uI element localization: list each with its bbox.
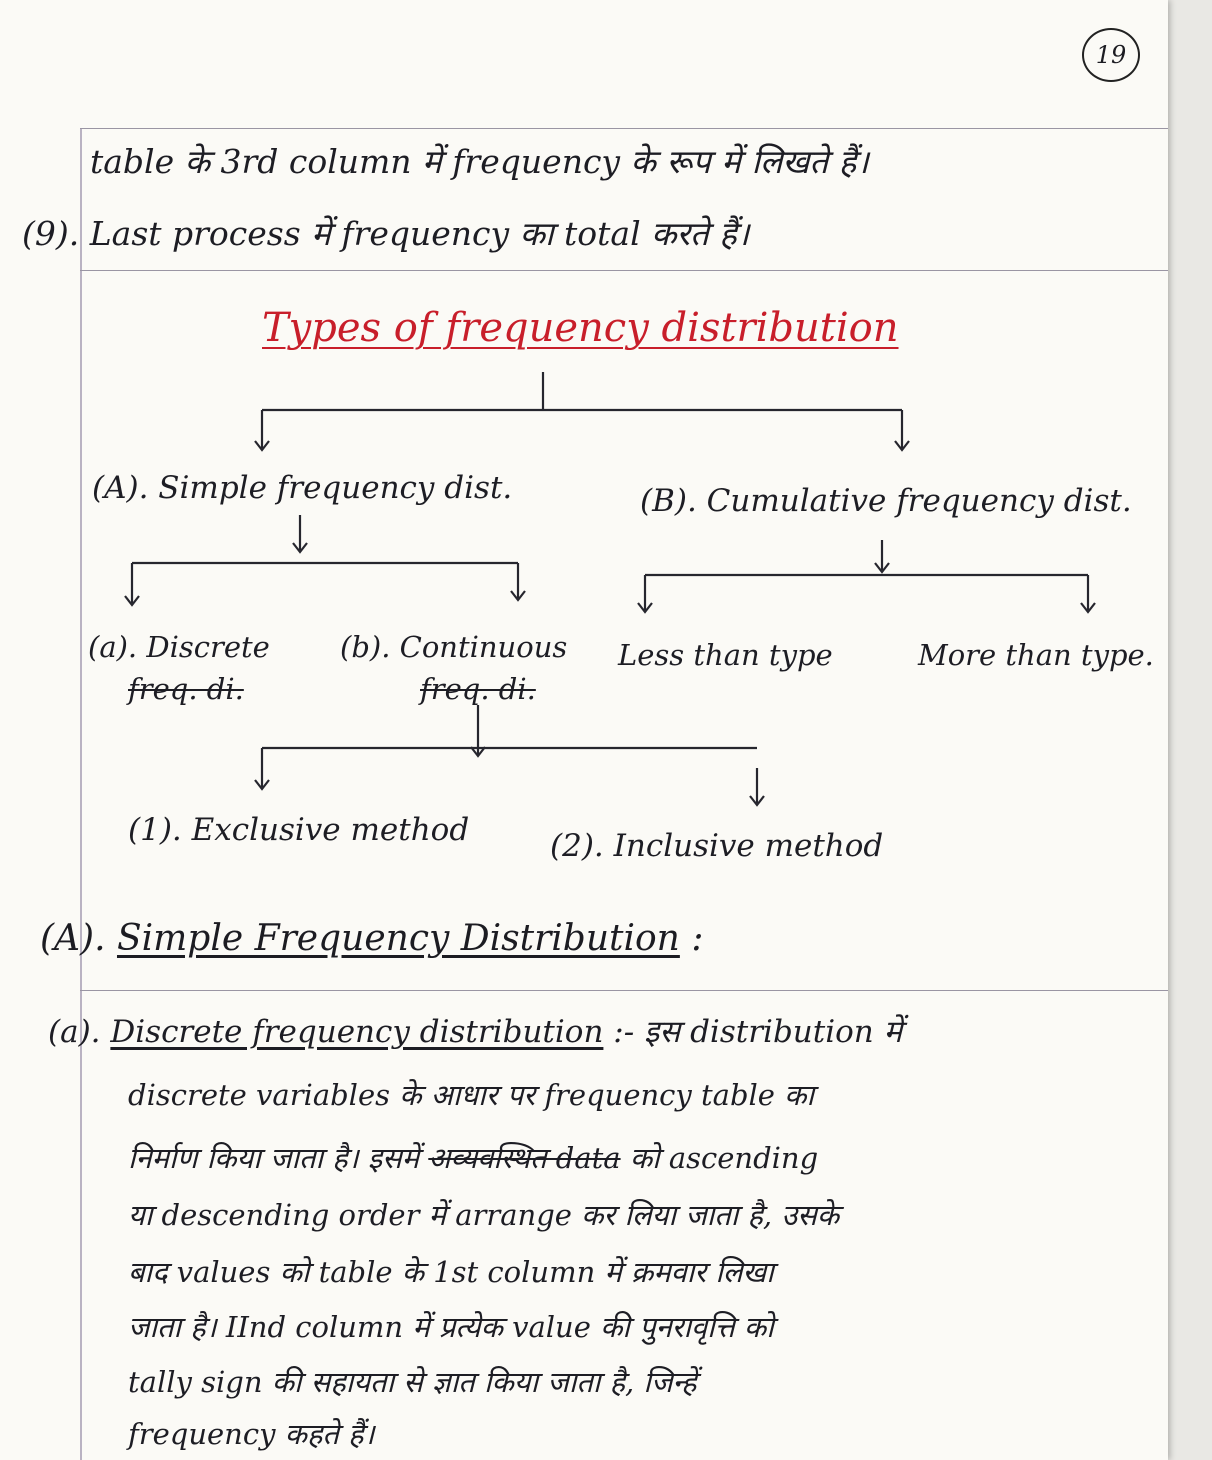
node-discrete: (a). Discrete [88, 630, 270, 664]
section-title: Simple Frequency Distribution [116, 918, 680, 959]
node-continuous-sub: freq. di. [420, 672, 536, 706]
para-line-5: बाद values को table के 1st column में क्रमवार लिखा [128, 1255, 774, 1289]
arrow-icon [471, 747, 485, 756]
para-line-4: या descending order में arrange कर लिया जाता है, उसके [128, 1198, 840, 1232]
section-prefix: (A). [40, 918, 106, 959]
page-number: 19 [1082, 28, 1140, 82]
para-term: Discrete frequency distribution [110, 1014, 604, 1050]
node-more-than: More than type. [918, 638, 1154, 672]
para-l3-struck: अव्यवस्थित data [428, 1141, 621, 1175]
para-line-8: frequency कहते हैं। [128, 1417, 375, 1451]
arrow-icon [1081, 603, 1095, 612]
arrow-icon [255, 780, 269, 789]
para-l1-rest: :- इस distribution में [613, 1014, 903, 1050]
node-continuous: (b). Continuous [340, 630, 568, 664]
arrow-icon [638, 603, 652, 612]
arrow-icon [125, 596, 139, 605]
node-exclusive-method: (1). Exclusive method [128, 812, 470, 848]
page-title: Types of frequency distribution [262, 305, 899, 351]
node-discrete-sub: freq. di. [128, 672, 244, 706]
intro-line: table के 3rd column में frequency के रूप में लिखते हैं। [90, 142, 869, 181]
para-lead: (a). [48, 1014, 101, 1050]
ruled-line [80, 128, 1168, 129]
para-line-3 [128, 1138, 818, 1177]
section-colon: : [691, 918, 704, 959]
node-less-than: Less than type [618, 638, 833, 672]
arrow-icon [875, 563, 889, 572]
node-cumulative-frequency: (B). Cumulative frequency dist. [640, 483, 1132, 519]
arrow-icon [255, 441, 269, 450]
arrow-icon [895, 441, 909, 450]
para-line-7: tally sign की सहायता से ज्ञात किया जाता है, जिन्हें [128, 1365, 697, 1399]
node-inclusive-method: (2). Inclusive method [550, 828, 884, 864]
para-line-1 [48, 1010, 902, 1052]
step-9: (9). Last process में frequency का total करते हैं। [22, 214, 750, 253]
arrow-icon [293, 543, 307, 552]
arrow-icon [511, 591, 525, 600]
para-line-6: जाता है। IInd column में प्रत्येक value की पुनरावृत्ति को [128, 1310, 774, 1344]
ruled-line [80, 270, 1168, 271]
section-heading [40, 918, 703, 959]
node-simple-frequency: (A). Simple frequency dist. [92, 470, 513, 506]
arrow-icon [750, 796, 764, 805]
margin-line [80, 128, 82, 1460]
para-l3a: निर्माण किया जाता है। इसमें [128, 1141, 420, 1175]
para-line-2: discrete variables के आधार पर frequency table का [128, 1078, 814, 1112]
para-l3b: को ascending [629, 1141, 819, 1175]
ruled-line [80, 990, 1168, 991]
